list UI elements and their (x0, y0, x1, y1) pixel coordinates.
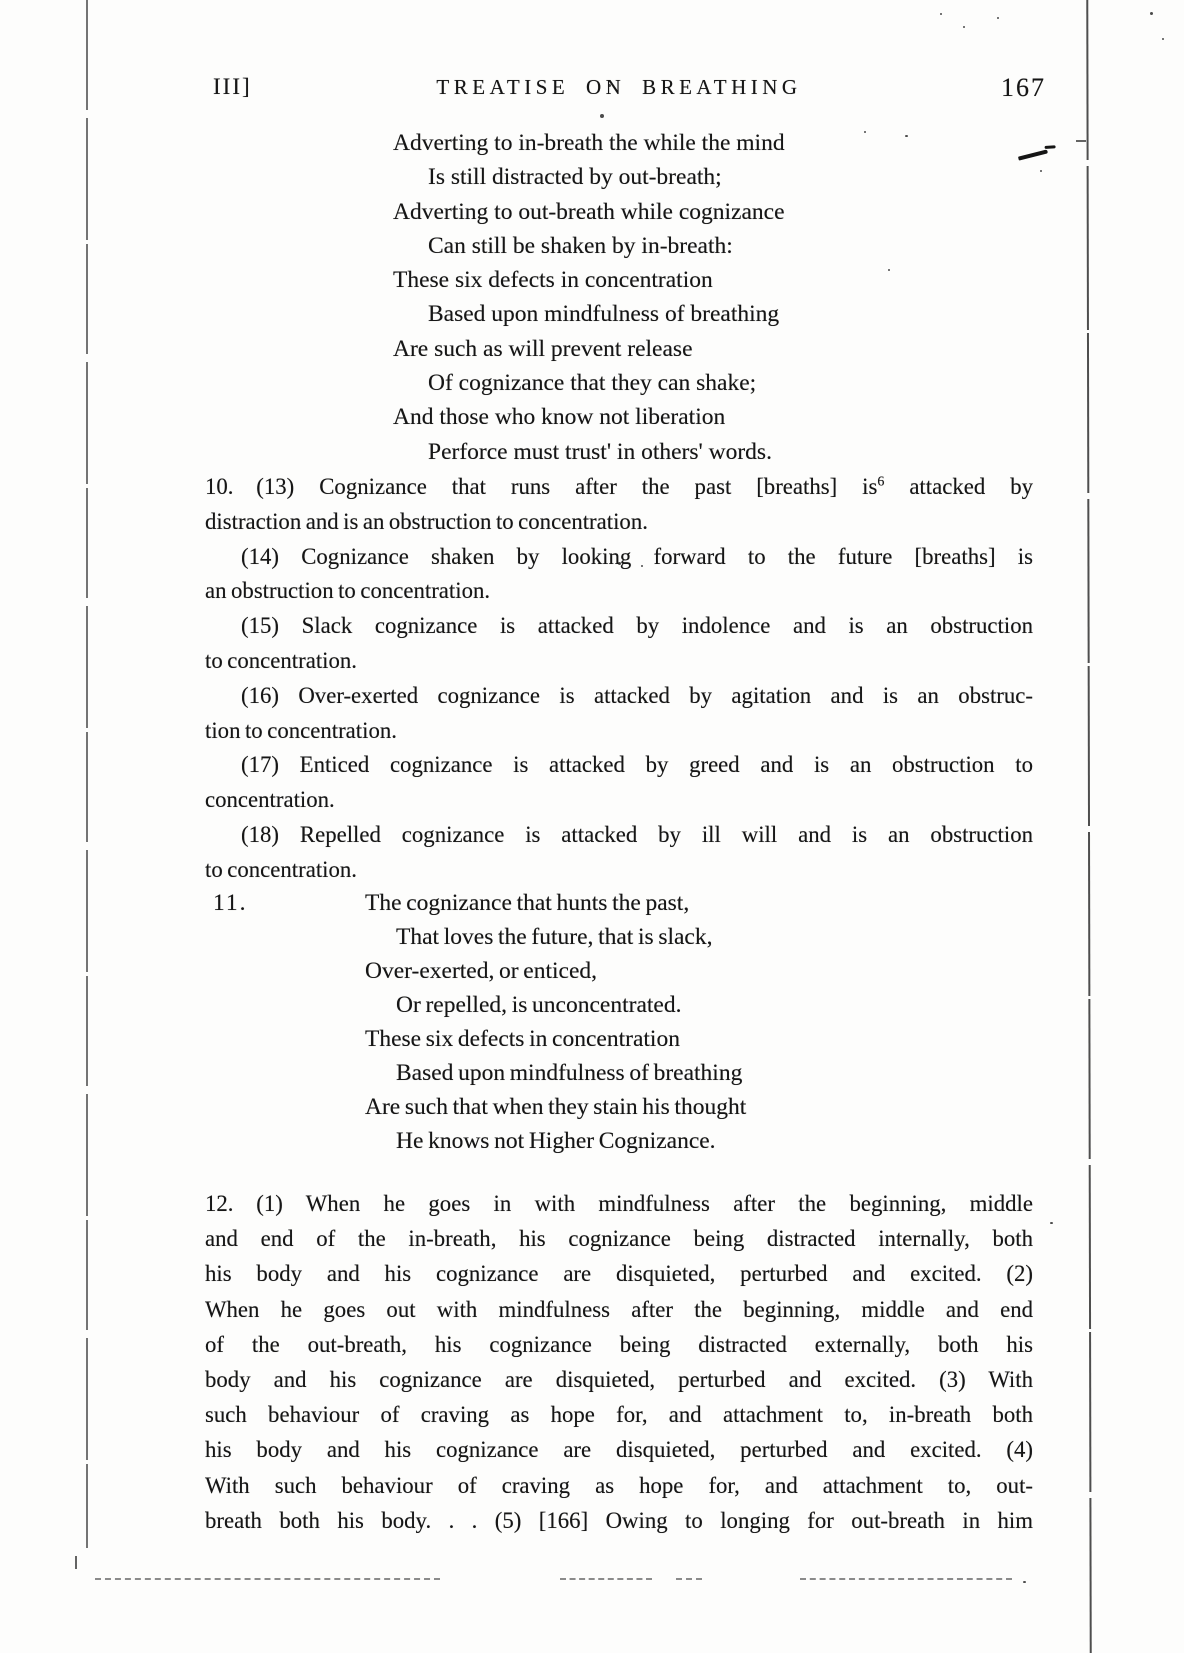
text-line (205, 540, 1033, 575)
verse-line: Adverting to out-breath while cognizance (393, 198, 785, 225)
verse-block-11 (365, 886, 1033, 1158)
verse-line: He knows not Higher Cognizance. (396, 1128, 716, 1154)
text-line (205, 853, 1033, 888)
line-text: breath both his body. . . (5) [166] Owing to longing for out-breath in him (205, 1507, 1033, 1533)
line-text: With such behaviour of craving as hope for, and attachment to, out- (205, 1472, 1033, 1498)
line-text: 10. (13) Cognizance that runs after the past [breaths] is (205, 474, 878, 499)
verse-line: Based upon mindfulness of breathing (396, 1060, 743, 1086)
verse-line: These six defects in concentration (393, 267, 713, 294)
text-line (205, 679, 1033, 714)
verse-line: That loves the future, that is slack, (396, 924, 713, 950)
pen-mark (1018, 149, 1048, 160)
text-line (205, 1362, 1033, 1397)
line-text: attacked by (884, 474, 1033, 499)
line-text: such behaviour of craving as hope for, and attachment to, in-breath both (205, 1402, 1033, 1428)
line-text: 12. (1) When he goes in with mindfulness after the beginning, middle (205, 1191, 1033, 1216)
ink-speck (940, 13, 942, 15)
verse-line: Of cognizance that they can shake; (428, 370, 757, 397)
line-text: distraction and is an obstruction to concentration. (205, 508, 648, 534)
verse-block-intro (393, 126, 785, 469)
text-line (205, 714, 1033, 749)
line-text: (15) Slack cognizance is attacked by indolence and is an obstruction (241, 613, 1033, 639)
line-text: to concentration. (205, 647, 357, 673)
text-line (205, 1397, 1033, 1432)
text-line (205, 609, 1033, 644)
line-text: his body and his cognizance are disquieted, perturbed and excited. (2) (205, 1261, 1033, 1287)
ink-speck (1050, 1222, 1053, 1224)
verse-line: Are such as will prevent release (393, 335, 693, 362)
text-line (205, 1327, 1033, 1362)
text-line (205, 1221, 1033, 1256)
ink-speck (1023, 1581, 1026, 1583)
ink-speck (888, 269, 890, 271)
ink-speck (997, 17, 999, 19)
section-10 (205, 470, 1033, 888)
ink-speck (75, 1556, 77, 1569)
verse-line: And those who know not liberation (393, 404, 726, 431)
page-title: TREATISE ON BREATHING (436, 75, 802, 99)
line-text: (17) Enticed cognizance is attacked by greed and is an obstruction to (241, 752, 1033, 778)
line-text: (14) Cognizance shaken by looking forward to the future [breaths] is (241, 543, 1033, 569)
verse-line: Or repelled, is unconcentrated. (396, 992, 682, 1018)
text-line (205, 818, 1033, 853)
page-number: 167 (1001, 73, 1046, 102)
verse-line: Based upon mindfulness of breathing (428, 301, 780, 328)
ink-speck (1150, 12, 1153, 15)
bottom-dotted-rule (560, 1578, 652, 1580)
text-line (205, 574, 1033, 609)
text-line (205, 1256, 1033, 1291)
verse-line: These six defects in concentration (365, 1026, 680, 1052)
ink-speck (864, 131, 866, 133)
text-line (205, 644, 1033, 679)
text-line (205, 748, 1033, 783)
verse-line: Adverting to in-breath the while the mind (393, 130, 785, 156)
chapter-marker: III] (213, 74, 252, 99)
line-text: (18) Repelled cognizance is attacked by ill will and is an obstruction (241, 821, 1033, 847)
line-text: of the out-breath, his cognizance being distracted externally, both his (205, 1331, 1033, 1357)
bottom-dotted-rule (800, 1578, 1012, 1580)
ink-speck (600, 114, 604, 118)
text-line (205, 1432, 1033, 1467)
section-12 (205, 1186, 1033, 1538)
line-text: his body and his cognizance are disquieted, perturbed and excited. (4) (205, 1437, 1033, 1463)
line-text: concentration. (205, 787, 335, 813)
line-text: (16) Over-exerted cognizance is attacked by agitation and is an obstruc- (241, 682, 1033, 708)
verse-line: Over-exerted, or enticed, (365, 958, 598, 984)
ink-speck (1162, 38, 1164, 40)
verse-line: Are such that when they stain his thought (365, 1094, 747, 1120)
verse-line: Perforce must trust' in others' words. (428, 438, 772, 465)
text-line (205, 1186, 1033, 1221)
verse-line: Can still be shaken by in-breath: (428, 232, 733, 259)
ink-speck (905, 135, 908, 137)
line-text: to concentration. (205, 856, 357, 882)
text-line (205, 1468, 1033, 1503)
footnote-marker: 6 (877, 474, 885, 490)
line-text: and end of the in-breath, his cognizance being distracted internally, both (205, 1226, 1033, 1252)
verse-line: Is still distracted by out-breath; (428, 164, 722, 191)
bottom-dotted-rule (95, 1578, 440, 1580)
text-line (205, 1292, 1033, 1327)
section-11 (205, 886, 1033, 1158)
text-line (205, 505, 1033, 540)
running-header (205, 70, 1046, 106)
text-line (205, 783, 1033, 818)
ink-speck (1076, 140, 1086, 142)
line-text: an obstruction to concentration. (205, 578, 491, 604)
text-line (205, 470, 1033, 505)
paragraph-number: 11. (213, 890, 248, 916)
bottom-dotted-rule (676, 1578, 702, 1580)
verse-line: The cognizance that hunts the past, (365, 890, 690, 916)
page-fold-line-left (86, 0, 88, 1548)
ink-speck (1040, 170, 1042, 172)
line-text: tion to concentration. (205, 717, 397, 743)
line-text: When he goes out with mindfulness after the beginning, middle and end (205, 1296, 1033, 1322)
ink-speck (963, 26, 965, 28)
line-text: body and his cognizance are disquieted, perturbed and excited. (3) With (205, 1367, 1033, 1393)
page-fold-line-right (1086, 0, 1091, 1653)
text-line (205, 1503, 1033, 1538)
